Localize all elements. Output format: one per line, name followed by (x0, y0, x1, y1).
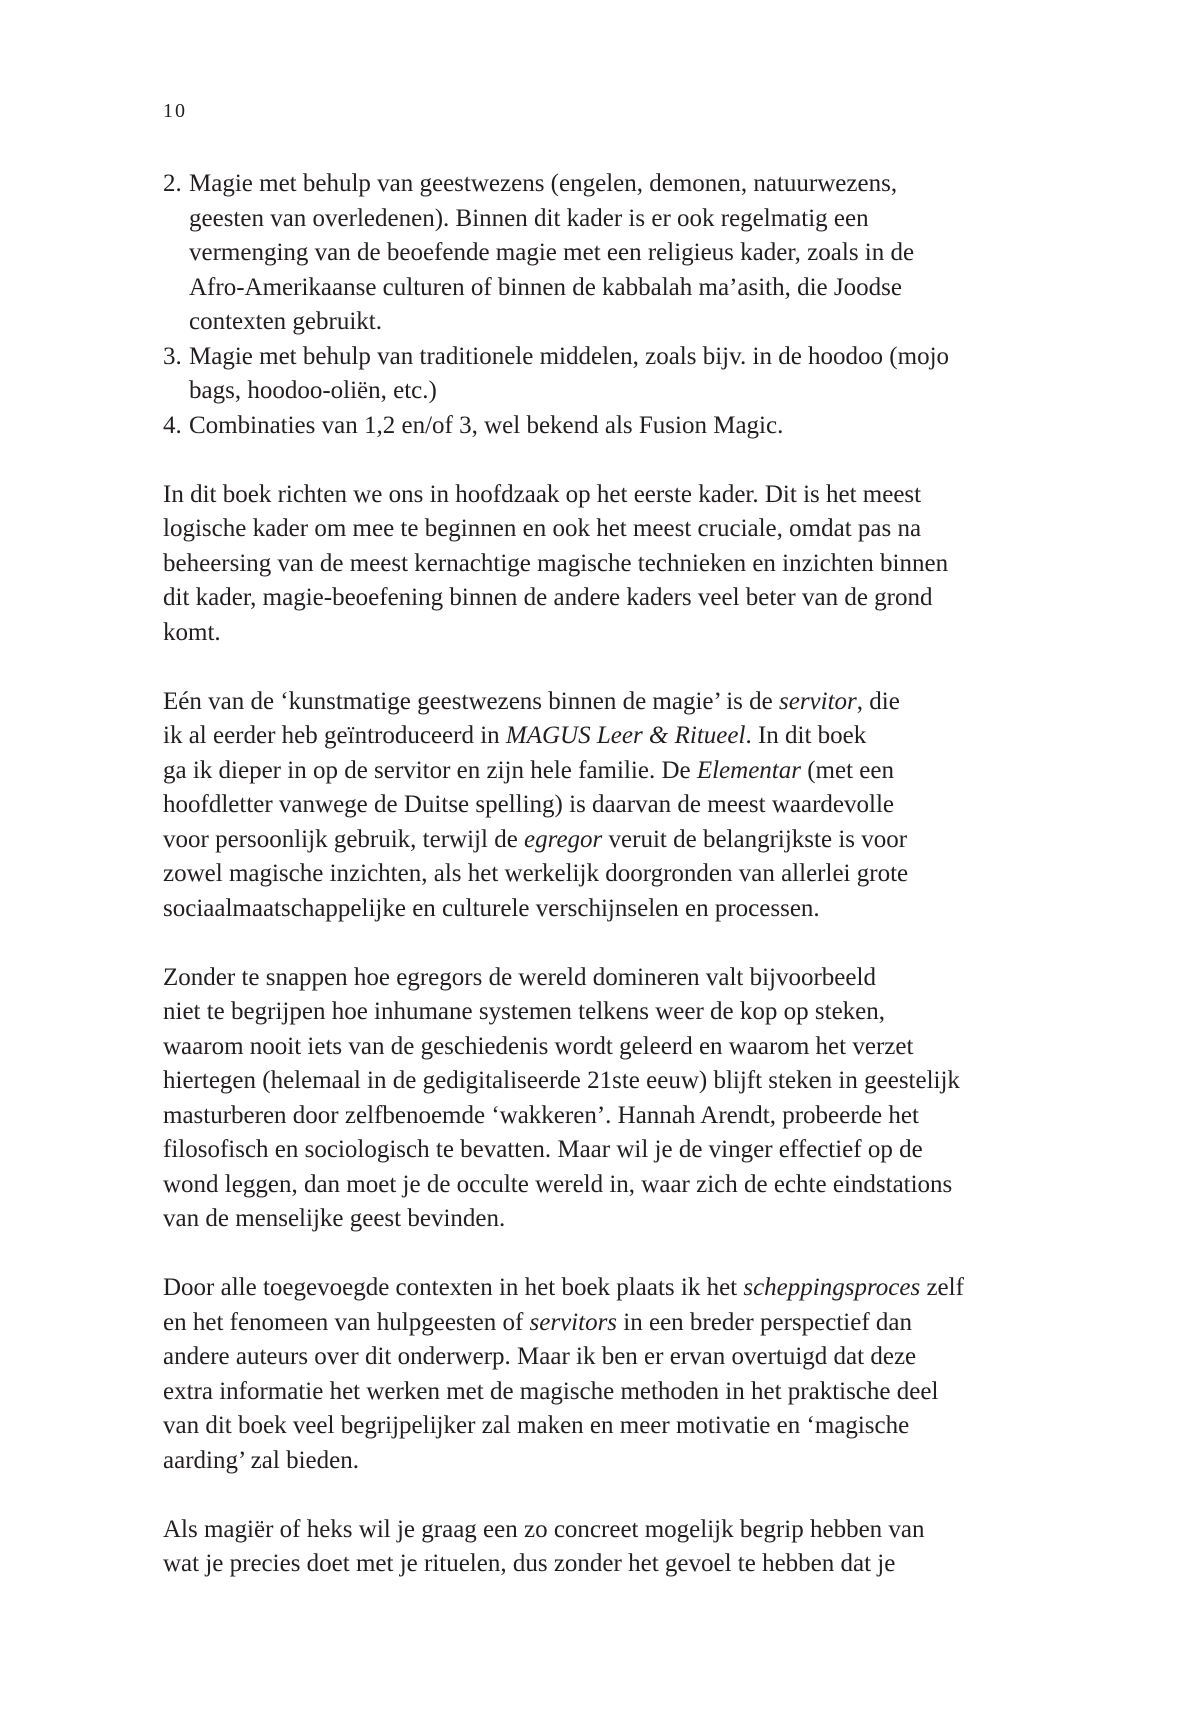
text-line: van de menselijke geest bevinden. (163, 1205, 506, 1232)
text-run: en het fenomeen van hulpgeesten of (163, 1308, 530, 1336)
text-run: voor persoonlijk gebruik, terwijl de (163, 825, 525, 853)
text-line: Zonder te snappen hoe egregors de wereld domineren valt bijvoorbeeld (163, 963, 876, 991)
text-line: Magie met behulp van traditionele middelen, zoals bijv. in de hoodoo (mojo (189, 342, 950, 370)
text-line: wat je precies doet met je rituelen, dus zonder het gevoel te hebben dat je (163, 1550, 896, 1577)
text-run: ik al eerder heb geïntroduceerd in (163, 722, 506, 749)
italic-term: Elementar (696, 756, 801, 784)
text-line: hiertegen (helemaal in de gedigitaliseerde 21ste eeuw) blijft steken in geestelijk (163, 1067, 960, 1094)
text-line: komt. (163, 618, 221, 646)
italic-term: egregor (524, 825, 603, 853)
paragraph (163, 478, 1043, 651)
text-line: zowel magische inzichten, als het werkelijk doorgronden van allerlei grote (163, 860, 909, 887)
text-run: (met een (800, 756, 894, 784)
text-run: in een breder perspectief dan (617, 1308, 913, 1336)
text-line: niet te begrijpen hoe inhumane systemen telkens weer de kop op steken, (163, 998, 886, 1025)
book-title: MAGUS Leer & Ritueel (505, 722, 746, 749)
text-line: sociaalmaatschappelijke en culturele verschijnselen en processen. (163, 894, 820, 922)
list-item (163, 409, 1043, 444)
italic-term: servitors (529, 1308, 618, 1336)
text-line: Combinaties van 1,2 en/of 3, wel bekend als Fusion Magic. (189, 411, 784, 439)
list-item (163, 340, 1043, 409)
text-run: , die (856, 687, 900, 715)
text-run: Eén van de ‘kunstmatige geestwezens binnen de magie’ is de (163, 687, 779, 715)
text-line: filosofisch en sociologisch te bevatten. Maar wil je de vinger effectief op de (163, 1136, 923, 1163)
text-line: hoofdletter vanwege de Duitse spelling) is daarvan de meest waardevolle (163, 791, 894, 818)
paragraph (163, 1513, 1043, 1582)
text-line: van dit boek veel begrijpelijker zal maken en meer motivatie en ‘magische (163, 1412, 910, 1439)
text-line: extra informatie het werken met de magische methoden in het praktische deel (163, 1377, 939, 1405)
page-body (163, 167, 1043, 1582)
page-number: 10 (163, 100, 187, 122)
text-line: Als magiër of heks wil je graag een zo concreet mogelijk begrip hebben van (163, 1515, 925, 1543)
text-line: wond leggen, dan moet je de occulte wereld in, waar zich de echte eindstations (163, 1170, 953, 1198)
text-line: Magie met behulp van geestwezens (engelen, demonen, natuurwezens, (189, 170, 898, 197)
list-number: 3. (163, 342, 182, 370)
text-line: beheersing van de meest kernachtige magische technieken en inzichten binnen (163, 549, 949, 577)
paragraph (163, 961, 1043, 1237)
text-line (163, 1271, 1043, 1306)
text-run: ga ik dieper in op de servitor en zijn hele familie. De (163, 756, 697, 784)
list-number: 4. (163, 411, 182, 439)
paragraph (163, 1271, 1043, 1478)
text-line: andere auteurs over dit onderwerp. Maar ik ben er ervan overtuigd dat deze (163, 1343, 917, 1370)
list-number: 2. (163, 170, 182, 197)
text-line (163, 823, 1043, 858)
numbered-list (163, 167, 1043, 443)
text-line: Afro-Amerikaanse culturen of binnen de kabbalah ma’asith, die Joodse (189, 273, 902, 301)
text-line: waarom nooit iets van de geschiedenis wordt geleerd en waarom het verzet (163, 1032, 914, 1060)
italic-term: scheppingsproces (743, 1274, 921, 1301)
text-line (163, 1306, 1043, 1341)
text-line (163, 719, 1043, 754)
text-line: vermenging van de beoefende magie met een religieus kader, zoals in de (189, 239, 915, 266)
text-line: aarding’ zal bieden. (163, 1446, 359, 1474)
list-item (163, 167, 1043, 340)
text-line: dit kader, magie-beoefening binnen de andere kaders veel beter van de grond (163, 584, 933, 611)
text-run: veruit de belangrijkste is voor (602, 825, 908, 853)
text-line: geesten van overledenen). Binnen dit kader is er ook regelmatig een (189, 204, 869, 232)
text-line: In dit boek richten we ons in hoofdzaak op het eerste kader. Dit is het meest (163, 480, 922, 508)
text-line (163, 685, 1043, 720)
paragraph (163, 685, 1043, 927)
text-run: Door alle toegevoegde contexten in het boek plaats ik het (163, 1274, 744, 1301)
text-line: masturberen door zelfbenoemde ‘wakkeren’. Hannah Arendt, probeerde het (163, 1101, 919, 1129)
text-line: contexten gebruikt. (189, 308, 382, 335)
text-line (163, 754, 1043, 789)
text-line: bags, hoodoo-oliën, etc.) (189, 377, 437, 404)
italic-term: servitor (779, 687, 857, 715)
text-run: zelf (920, 1274, 964, 1301)
text-line: logische kader om mee te beginnen en ook het meest cruciale, omdat pas na (163, 515, 922, 542)
text-run: . In dit boek (745, 722, 867, 749)
